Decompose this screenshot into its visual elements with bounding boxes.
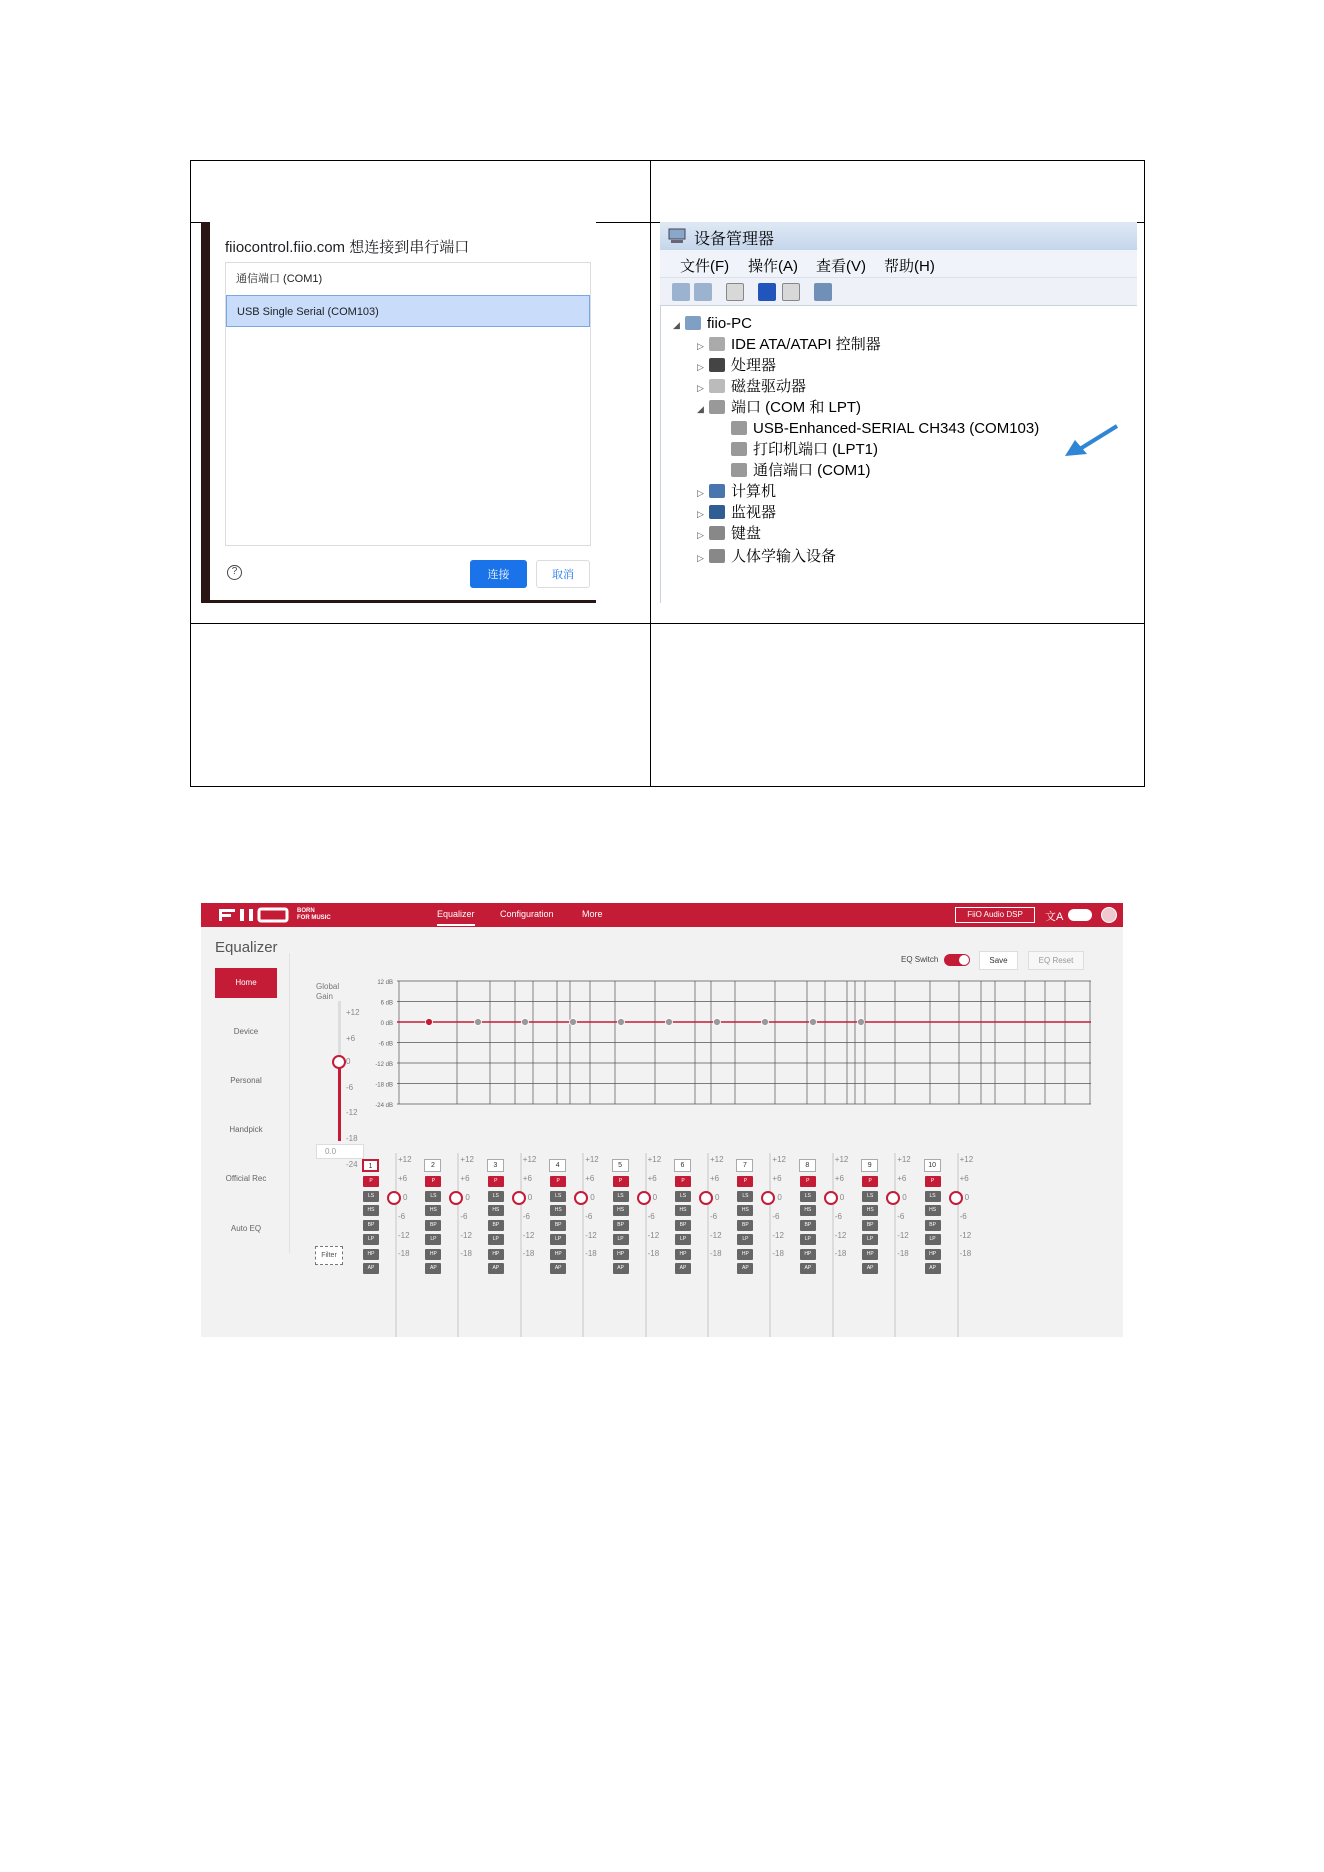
tree-label: 通信端口 (COM1) [753, 462, 871, 479]
band-gain-tick: +12 [772, 1155, 786, 1164]
filter-type-button[interactable]: HP [800, 1249, 816, 1260]
tree-node-disk[interactable] [697, 376, 806, 398]
band-gain-tick: -12 [710, 1231, 722, 1240]
band-gain-tick: -18 [647, 1249, 660, 1258]
band-gain-tick: +12 [710, 1155, 724, 1164]
eq-switch-label: EQ Switch [901, 955, 939, 964]
filter-type-button[interactable]: LS [675, 1191, 691, 1202]
band-gain-slider-track[interactable] [520, 1153, 522, 1337]
tree-label: IDE ATA/ATAPI 控制器 [731, 336, 881, 353]
band-gain-slider-track[interactable] [395, 1153, 397, 1337]
filter-type-button[interactable]: LP [800, 1234, 816, 1245]
band-gain-slider-handle[interactable] [387, 1191, 401, 1205]
filter-type-button[interactable]: BP [925, 1220, 941, 1231]
tree-node-com1[interactable] [731, 460, 871, 482]
gain-tick: -18 [346, 1134, 358, 1143]
pointer-arrow-icon [1065, 422, 1121, 458]
filter-type-button[interactable]: HP [862, 1249, 878, 1260]
fiio-logo-icon [219, 907, 289, 923]
eq-band-point[interactable] [714, 1019, 721, 1026]
window-edge [201, 222, 210, 603]
band-gain-tick: +12 [834, 1155, 849, 1164]
band-gain-tick: -6 [897, 1212, 905, 1221]
eq-band-point[interactable] [858, 1019, 865, 1026]
band-gain-tick: +6 [710, 1174, 720, 1183]
tree-node-computer[interactable] [697, 481, 776, 503]
eq-switch-toggle[interactable] [944, 954, 970, 966]
filter-type-button[interactable]: AP [737, 1263, 753, 1274]
gain-tick: 0 [346, 1057, 351, 1066]
band-gain-slider-handle[interactable] [824, 1191, 838, 1205]
eq-band-point[interactable] [810, 1019, 817, 1026]
title-bar [660, 222, 1137, 250]
band-gain-tick: 0 [652, 1193, 658, 1202]
tree-root[interactable] [673, 313, 752, 335]
sidebar-item-home[interactable]: Home [215, 968, 277, 998]
eq-band-point[interactable] [522, 1019, 529, 1026]
global-gain-slider-handle[interactable] [332, 1055, 346, 1069]
tree-label: 人体学输入设备 [731, 548, 837, 565]
filter-type-button[interactable]: BP [425, 1220, 441, 1231]
collapse-arrow-icon[interactable]: ◢ [697, 404, 704, 414]
graph-db-label: 12 dB [377, 980, 393, 986]
band-gain-tick: -6 [959, 1212, 967, 1221]
band-gain-tick: 0 [839, 1193, 845, 1202]
filter-type-button[interactable]: HS [425, 1205, 441, 1216]
band-gain-tick: -12 [647, 1231, 660, 1240]
global-gain-slider-fill [338, 1061, 341, 1141]
keyboard-icon [709, 526, 725, 540]
filter-type-button[interactable]: LS [425, 1191, 441, 1202]
filter-type-button[interactable]: BP [488, 1220, 504, 1231]
band-column [422, 1153, 484, 1337]
toolbar [660, 278, 1137, 306]
computer-icon [709, 484, 725, 498]
band-gain-tick: -18 [897, 1249, 909, 1258]
band-gain-slider-track[interactable] [582, 1153, 584, 1337]
eq-reset-button[interactable]: EQ Reset [1028, 951, 1084, 970]
band-gain-slider-handle[interactable] [949, 1191, 963, 1205]
eq-band-point[interactable] [570, 1019, 577, 1026]
band-gain-tick: -12 [834, 1231, 847, 1240]
language-icon[interactable]: 文A [1045, 911, 1064, 923]
filter-type-button[interactable]: AP [613, 1263, 629, 1274]
filter-type-button[interactable]: AP [425, 1263, 441, 1274]
filter-type-button[interactable]: AP [800, 1263, 816, 1274]
filter-type-button[interactable]: HP [550, 1249, 566, 1260]
filter-type-button[interactable]: LP [925, 1234, 941, 1245]
filter-type-button[interactable]: BP [862, 1220, 878, 1231]
filter-type-button[interactable]: P [800, 1176, 816, 1187]
band-gain-tick: 0 [527, 1193, 533, 1202]
graph-db-label: -18 dB [375, 1082, 393, 1089]
port-icon [731, 463, 747, 477]
graph-db-label: 6 dB [380, 1000, 393, 1007]
band-gain-tick: +6 [834, 1174, 844, 1183]
dialog-title: fiiocontrol.fiio.com 想连接到串行端口 [225, 239, 470, 256]
band-gain-tick: +12 [897, 1155, 911, 1164]
filter-type-button[interactable]: LS [488, 1191, 504, 1202]
band-gain-tick: +12 [959, 1155, 974, 1164]
band-gain-tick: -6 [772, 1212, 780, 1221]
band-gain-tick: +12 [585, 1155, 599, 1164]
filter-type-button[interactable]: BP [550, 1220, 566, 1231]
band-gain-tick: -12 [897, 1231, 909, 1240]
band-gain-slider-track[interactable] [645, 1153, 647, 1337]
filter-type-button[interactable]: LS [737, 1191, 753, 1202]
logo-tagline-line: FOR MUSIC [297, 915, 331, 921]
filter-type-button[interactable]: AP [925, 1263, 941, 1274]
port-icon [709, 400, 725, 414]
back-arrow-icon[interactable] [672, 283, 690, 301]
logo-tagline-line: BORN [297, 908, 315, 914]
band-gain-slider-track[interactable] [832, 1153, 834, 1337]
logo-tagline [297, 908, 331, 922]
band-column [360, 1153, 422, 1337]
serial-port-dialog [201, 222, 596, 603]
forward-arrow-icon[interactable] [694, 283, 712, 301]
band-gain-tick: +12 [647, 1155, 662, 1164]
gain-tick: +6 [346, 1034, 356, 1043]
band-gain-tick: +6 [897, 1174, 907, 1183]
filter-type-button[interactable]: LS [800, 1191, 816, 1202]
filter-type-button[interactable]: HS [613, 1205, 629, 1216]
band-gain-tick: -18 [585, 1249, 597, 1258]
band-gain-tick: 0 [465, 1193, 470, 1202]
sidebar-item-official-rec[interactable]: Official Rec [225, 1174, 267, 1183]
hid-icon [709, 549, 725, 563]
band-gain-tick: -6 [585, 1212, 593, 1221]
filter-type-button[interactable]: P [925, 1176, 941, 1187]
band-gain-tick: +6 [398, 1174, 408, 1183]
gain-tick: -6 [346, 1083, 354, 1092]
band-number[interactable]: 5 [612, 1159, 629, 1172]
port-icon [731, 442, 747, 456]
filter-type-button[interactable]: HP [737, 1249, 753, 1260]
filter-type-button[interactable]: HP [488, 1249, 504, 1260]
eq-band-point[interactable] [666, 1019, 673, 1026]
filter-type-button[interactable]: HS [925, 1205, 941, 1216]
band-gain-slider-handle[interactable] [449, 1191, 463, 1205]
tree-node-usb-serial[interactable] [731, 418, 1039, 440]
band-number[interactable]: 7 [736, 1159, 753, 1172]
band-gain-tick: +6 [585, 1174, 595, 1183]
graph-db-label: 0 dB [380, 1021, 393, 1027]
tree-node-hid[interactable] [697, 546, 836, 568]
menu-bar [660, 250, 1137, 278]
expand-arrow-icon[interactable]: ▷ [697, 553, 704, 563]
band-gain-tick: -18 [710, 1249, 722, 1258]
band-gain-tick: -12 [460, 1231, 472, 1240]
sidebar-item-device[interactable]: Device [233, 1027, 259, 1036]
menu-file[interactable]: 文件(F) [680, 258, 730, 275]
band-gain-slider-handle[interactable] [761, 1191, 775, 1205]
tree-label: fiio-PC [707, 315, 753, 332]
band-column [734, 1153, 796, 1337]
band-gain-tick: -12 [585, 1231, 597, 1240]
band-gain-tick: -18 [460, 1249, 472, 1258]
table-row-divider [191, 623, 1144, 624]
expand-arrow-icon[interactable]: ▷ [697, 488, 704, 498]
graph-db-label: -6 dB [378, 1041, 393, 1048]
filter-type-button[interactable]: HP [363, 1249, 379, 1260]
gain-tick: +12 [346, 1008, 360, 1017]
graph-db-label: -24 dB [375, 1103, 393, 1109]
filter-type-button[interactable]: P [675, 1176, 691, 1187]
band-gain-slider-handle[interactable] [512, 1191, 526, 1205]
band-column [859, 1153, 921, 1337]
filter-type-button[interactable]: P [862, 1176, 878, 1187]
ide-controller-icon [709, 337, 725, 351]
band-gain-tick: 0 [590, 1193, 595, 1202]
filter-button[interactable]: Filter [315, 1246, 343, 1265]
band-gain-tick: +12 [460, 1155, 474, 1164]
band-gain-tick: -18 [772, 1249, 784, 1258]
band-gain-tick: +12 [522, 1155, 537, 1164]
filter-type-button[interactable]: BP [363, 1220, 379, 1231]
band-gain-tick: +6 [647, 1174, 657, 1183]
band-number[interactable]: 6 [674, 1159, 691, 1172]
top-nav-bar [201, 903, 1123, 927]
computer-icon [685, 316, 701, 330]
sidebar-item-handpick[interactable]: Handpick [229, 1125, 263, 1134]
global-gain-input[interactable]: 0.0 [316, 1144, 364, 1159]
filter-type-button[interactable]: LS [363, 1191, 379, 1202]
band-gain-tick: -12 [772, 1231, 784, 1240]
band-gain-tick: 0 [777, 1193, 782, 1202]
band-number[interactable]: 3 [487, 1159, 504, 1172]
tree-node-ports[interactable] [697, 397, 861, 419]
tree-node-monitor[interactable] [697, 502, 776, 524]
band-gain-slider-track[interactable] [894, 1153, 896, 1337]
fiio-dsp-app [201, 903, 1123, 1337]
port-item-com103[interactable]: USB Single Serial (COM103) [226, 295, 590, 327]
device-manager-window [660, 222, 1137, 603]
filter-type-button[interactable]: HS [675, 1205, 691, 1216]
band-gain-tick: -6 [710, 1212, 718, 1221]
band-gain-slider-track[interactable] [457, 1153, 459, 1337]
band-column [547, 1153, 609, 1337]
filter-type-button[interactable]: AP [363, 1263, 379, 1274]
expand-arrow-icon[interactable]: ▷ [697, 341, 704, 351]
menu-view[interactable]: 查看(V) [816, 258, 866, 275]
filter-type-button[interactable]: HP [425, 1249, 441, 1260]
filter-type-button[interactable]: P [488, 1176, 504, 1187]
filter-type-button[interactable]: AP [675, 1263, 691, 1274]
filter-type-button[interactable]: HP [613, 1249, 629, 1260]
filter-type-button[interactable]: LP [363, 1234, 379, 1245]
expand-arrow-icon[interactable]: ▷ [697, 383, 704, 393]
global-gain-label: Global Gain [316, 982, 340, 1001]
band-column [797, 1153, 859, 1337]
view-icon[interactable] [782, 283, 800, 301]
band-number[interactable]: 1 [362, 1159, 379, 1172]
band-number[interactable]: 2 [424, 1159, 441, 1172]
filter-type-button[interactable]: BP [613, 1220, 629, 1231]
filter-type-button[interactable]: LS [613, 1191, 629, 1202]
band-gain-slider-handle[interactable] [699, 1191, 713, 1205]
band-number[interactable]: 10 [924, 1159, 941, 1172]
eq-curve-graph[interactable] [355, 973, 1115, 1178]
band-gain-tick: -6 [460, 1212, 468, 1221]
band-column [672, 1153, 734, 1337]
tree-label: 键盘 [731, 525, 762, 542]
eq-band-point[interactable] [426, 1019, 433, 1026]
gain-tick: -24 [346, 1160, 358, 1169]
band-gain-tick: +12 [398, 1155, 412, 1164]
band-gain-slider-track[interactable] [707, 1153, 709, 1337]
filter-type-button[interactable]: HP [675, 1249, 691, 1260]
device-manager-icon [668, 227, 688, 245]
band-gain-slider-handle[interactable] [637, 1191, 651, 1205]
graph-db-label: -12 dB [375, 1062, 393, 1068]
window-title: 设备管理器 [694, 231, 775, 248]
band-gain-tick: 0 [403, 1193, 408, 1202]
filter-type-button[interactable]: LP [613, 1234, 629, 1245]
tree-label: USB-Enhanced-SERIAL CH343 (COM103) [753, 420, 1040, 437]
filter-type-button[interactable]: AP [862, 1263, 878, 1274]
filter-type-button[interactable]: LP [675, 1234, 691, 1245]
tab-equalizer[interactable]: Equalizer [437, 909, 475, 926]
band-number[interactable]: 9 [861, 1159, 878, 1172]
band-gain-slider-handle[interactable] [574, 1191, 588, 1205]
band-gain-tick: -18 [398, 1249, 410, 1258]
filter-type-button[interactable]: BP [800, 1220, 816, 1231]
filter-type-button[interactable]: HS [363, 1205, 379, 1216]
band-gain-tick: -6 [647, 1212, 655, 1221]
eq-band-point[interactable] [762, 1019, 769, 1026]
filter-type-button[interactable]: HS [550, 1205, 566, 1216]
band-gain-tick: -18 [834, 1249, 847, 1258]
band-gain-tick: -12 [959, 1231, 972, 1240]
band-number[interactable]: 8 [799, 1159, 816, 1172]
avatar[interactable] [1101, 907, 1117, 923]
eq-band-point[interactable] [618, 1019, 625, 1026]
band-column [485, 1153, 547, 1337]
cancel-button[interactable]: 取消 [536, 560, 590, 588]
processor-icon [709, 358, 725, 372]
band-gain-tick: -12 [522, 1231, 535, 1240]
filter-type-button[interactable]: BP [737, 1220, 753, 1231]
filter-type-button[interactable]: P [613, 1176, 629, 1187]
band-number[interactable]: 4 [549, 1159, 566, 1172]
port-icon [731, 421, 747, 435]
gain-tick: -12 [346, 1108, 358, 1117]
filter-type-button[interactable]: HP [925, 1249, 941, 1260]
filter-type-button[interactable]: AP [550, 1263, 566, 1274]
filter-type-button[interactable]: LP [862, 1234, 878, 1245]
monitor-icon [709, 505, 725, 519]
band-gain-tick: +6 [959, 1174, 969, 1183]
filter-type-button[interactable]: HS [488, 1205, 504, 1216]
tree-label: 打印机端口 (LPT1) [753, 441, 879, 458]
filter-type-button[interactable]: LS [925, 1191, 941, 1202]
band-gain-tick: -6 [522, 1212, 530, 1221]
band-gain-tick: -18 [959, 1249, 972, 1258]
connect-button[interactable]: 连接 [470, 560, 527, 588]
filter-type-button[interactable]: LP [550, 1234, 566, 1245]
tree-label: 计算机 [731, 483, 777, 500]
filter-type-button[interactable]: LP [737, 1234, 753, 1245]
tree-label: 处理器 [731, 357, 777, 374]
port-list [225, 262, 591, 546]
sidebar-divider [289, 953, 290, 1253]
band-gain-tick: 0 [715, 1193, 720, 1202]
filter-type-button[interactable]: LS [862, 1191, 878, 1202]
tree-node-keyboard[interactable] [697, 523, 761, 545]
save-button[interactable]: Save [979, 951, 1018, 970]
tree-label: 监视器 [731, 504, 777, 521]
tree-node-ide[interactable] [697, 334, 881, 356]
band-column [610, 1153, 672, 1337]
help-icon[interactable]: ? [227, 565, 242, 580]
band-gain-tick: 0 [902, 1193, 907, 1202]
collapse-arrow-icon[interactable]: ◢ [673, 320, 680, 330]
band-gain-tick: +6 [460, 1174, 470, 1183]
sidebar-item-auto-eq[interactable]: Auto EQ [230, 1224, 262, 1233]
band-gain-slider-handle[interactable] [886, 1191, 900, 1205]
band-gain-tick: 0 [964, 1193, 970, 1202]
band-gain-tick: -12 [398, 1231, 410, 1240]
disk-drive-icon [709, 379, 725, 393]
port-item-com1[interactable]: 通信端口 (COM1) [236, 273, 323, 285]
help-icon[interactable] [758, 283, 776, 301]
tree-label: 磁盘驱动器 [731, 378, 807, 395]
sidebar-item-personal[interactable]: Personal [230, 1076, 262, 1085]
properties-icon[interactable] [726, 283, 744, 301]
filter-type-button[interactable]: P [363, 1176, 379, 1187]
filter-type-button[interactable]: AP [488, 1263, 504, 1274]
scan-hardware-icon[interactable] [814, 283, 832, 301]
filter-type-button[interactable]: HS [862, 1205, 878, 1216]
band-gain-slider-track[interactable] [957, 1153, 959, 1337]
filter-type-button[interactable]: LP [425, 1234, 441, 1245]
expand-arrow-icon[interactable]: ▷ [697, 362, 704, 372]
tab-more[interactable]: More [582, 909, 603, 919]
page-title: Equalizer [215, 939, 278, 956]
filter-type-button[interactable]: P [550, 1176, 566, 1187]
tree-label: 端口 (COM 和 LPT) [731, 399, 861, 416]
filter-type-button[interactable]: BP [675, 1220, 691, 1231]
fiio-audio-dsp-button[interactable]: FiiO Audio DSP [955, 907, 1035, 923]
menu-action[interactable]: 操作(A) [748, 258, 798, 275]
filter-type-button[interactable]: P [425, 1176, 441, 1187]
menu-help[interactable]: 帮助(H) [884, 258, 935, 275]
eq-band-point[interactable] [475, 1019, 482, 1026]
window-edge [201, 600, 596, 603]
band-gain-slider-track[interactable] [769, 1153, 771, 1337]
filter-type-button[interactable]: HS [800, 1205, 816, 1216]
band-gain-tick: -18 [522, 1249, 535, 1258]
band-column [922, 1153, 984, 1337]
table-column-divider [650, 161, 651, 786]
band-gain-tick: +6 [522, 1174, 532, 1183]
tree-node-lpt[interactable] [731, 439, 878, 461]
expand-arrow-icon[interactable]: ▷ [697, 509, 704, 519]
band-gain-tick: -6 [398, 1212, 406, 1221]
band-gain-tick: +6 [772, 1174, 782, 1183]
expand-arrow-icon[interactable]: ▷ [697, 530, 704, 540]
filter-type-button[interactable]: HS [737, 1205, 753, 1216]
filter-type-button[interactable]: P [737, 1176, 753, 1187]
tree-node-cpu[interactable] [697, 355, 776, 377]
filter-type-button[interactable]: LP [488, 1234, 504, 1245]
tab-configuration[interactable]: Configuration [500, 909, 554, 919]
band-gain-tick: -6 [834, 1212, 842, 1221]
theme-toggle[interactable] [1068, 909, 1092, 921]
filter-type-button[interactable]: LS [550, 1191, 566, 1202]
